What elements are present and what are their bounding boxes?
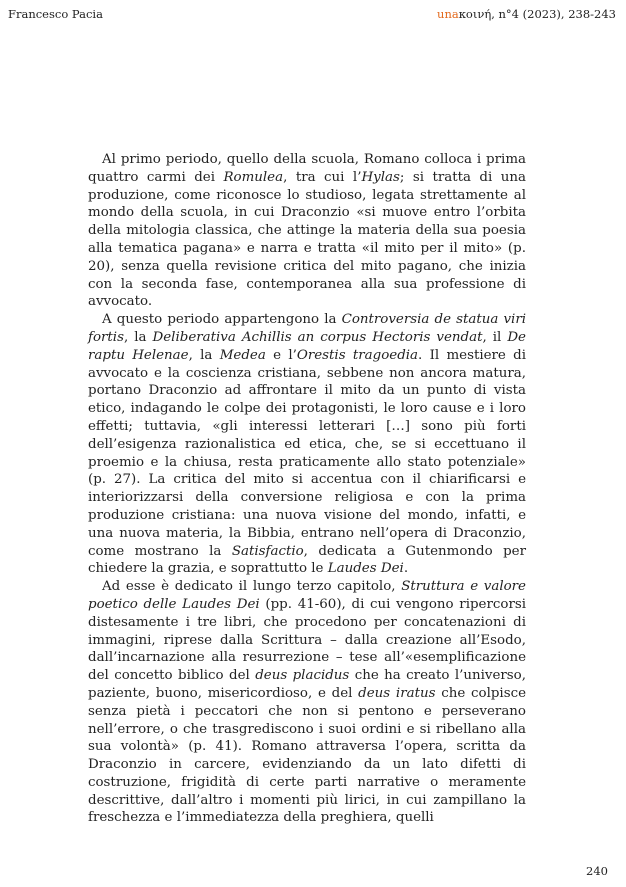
italic-text: Satisfactio (231, 543, 304, 559)
italic-text: Hylas (361, 169, 400, 185)
author-name: Francesco Pacia (8, 7, 103, 21)
text-run: (pp. 41-60), di cui vengono ripercorsi distesamente i tre libri, che procedono per concatenazioni di immagini, riprese dalla Scrittura – dalla creazione all’Esodo, dall’incarnazione alla resurrezione – tese all’«esemplificazione del concetto biblico del (88, 596, 526, 684)
journal-brand: una (437, 7, 459, 21)
text-run: , la (188, 347, 220, 363)
text-run: Ad esse è dedicato il lungo terzo capitolo, (102, 579, 402, 595)
page-number: 240 (586, 864, 608, 878)
running-head (8, 6, 616, 22)
journal-citation (437, 7, 616, 21)
text-run: che colpisce senza pietà i peccatori che non si pentono e perseverano nell’errore, o che trasgrediscono i suoi ordini e si ribellano alla sua volontà» (p. 41). Romano attraversa l’opera, scritta da Draconzio in carcere, evidenziando da un lato difetti di costruzione, frigidità di certe parti narrative o meramente descrittive, dall’altro i momenti più lirici, in cui zampillano la freschezza e l’immediatezza della preghiera, quelli (88, 685, 527, 826)
italic-text: Deliberativa Achillis an corpus Hectoris vendat (152, 329, 483, 345)
text-run: . Il mestiere di avvocato e la coscienza cristiana, sebbene non ancora matura, portano Draconzio ad affrontare il mito da un punto di vista etico, indagando le colpe dei protagonisti, le loro cause e i loro effetti; tuttavia, «gli interessi letterari […] sono più forti dell’esigenza razionalistica ed etica, che, se si eccettuano il proemio e la chiusa, resta praticamente allo stato potenziale» (p. 27). La critica del mito si accentua con il chiarificarsi e interiorizzarsi della conversione religiosa e con la prima produzione cristiana: una nuova visione del mondo, infatti, e una nuova materia, la Bibbia, entrano nell’opera di Draconzio, come mostrano la (88, 347, 526, 559)
text-run: e l’ (265, 347, 297, 363)
paragraph (88, 311, 526, 578)
italic-text: De raptu Helenae (88, 329, 526, 363)
italic-text: Medea (219, 347, 266, 363)
text-run: A questo periodo appartengono la (102, 312, 342, 328)
italic-text: deus iratus (358, 685, 436, 701)
article-body (88, 151, 526, 827)
italic-text: Struttura e valore poetico delle Laudes Dei (88, 579, 526, 612)
text-run: ; si tratta di una produzione, come riconosce lo studioso, legata strettamente al mondo della scuola, in cui Draconzio «si muove entro l’orbita della mitologia classica, che attinge la materia della sua poesia alla tematica pagana» e narra e tratta «il mito per il mito» (p. 20), senza quella revisione critica del mito pagano, che inizia con la seconda fase, contemporanea alla sua professione di avvocato. (88, 169, 526, 310)
italic-text: Romulea (223, 169, 284, 185)
paragraph (88, 578, 526, 827)
journal-name: κοινή (458, 7, 492, 21)
italic-text: Orestis tragoedia (296, 347, 419, 363)
italic-text: deus placidus (255, 668, 350, 684)
text-run: , il (482, 329, 508, 345)
text-run: Al primo periodo, quello della scuola, Romano colloca i prima quattro carmi dei (88, 152, 526, 185)
text-run: , dedicata a Gutenmondo per chiedere la grazia, e soprattutto le (88, 543, 526, 577)
journal-issue: , n°4 (2023), 238-243 (491, 7, 616, 21)
paragraph (88, 151, 526, 311)
text-run: . (403, 561, 409, 577)
text-run: , la (123, 329, 153, 345)
text-run: che ha creato l’universo, paziente, buono, misericordioso, e del (88, 668, 526, 701)
italic-text: Controversia de statua viri fortis (88, 312, 526, 345)
text-run: , tra cui l’ (283, 169, 362, 185)
italic-text: Laudes Dei (327, 561, 404, 577)
